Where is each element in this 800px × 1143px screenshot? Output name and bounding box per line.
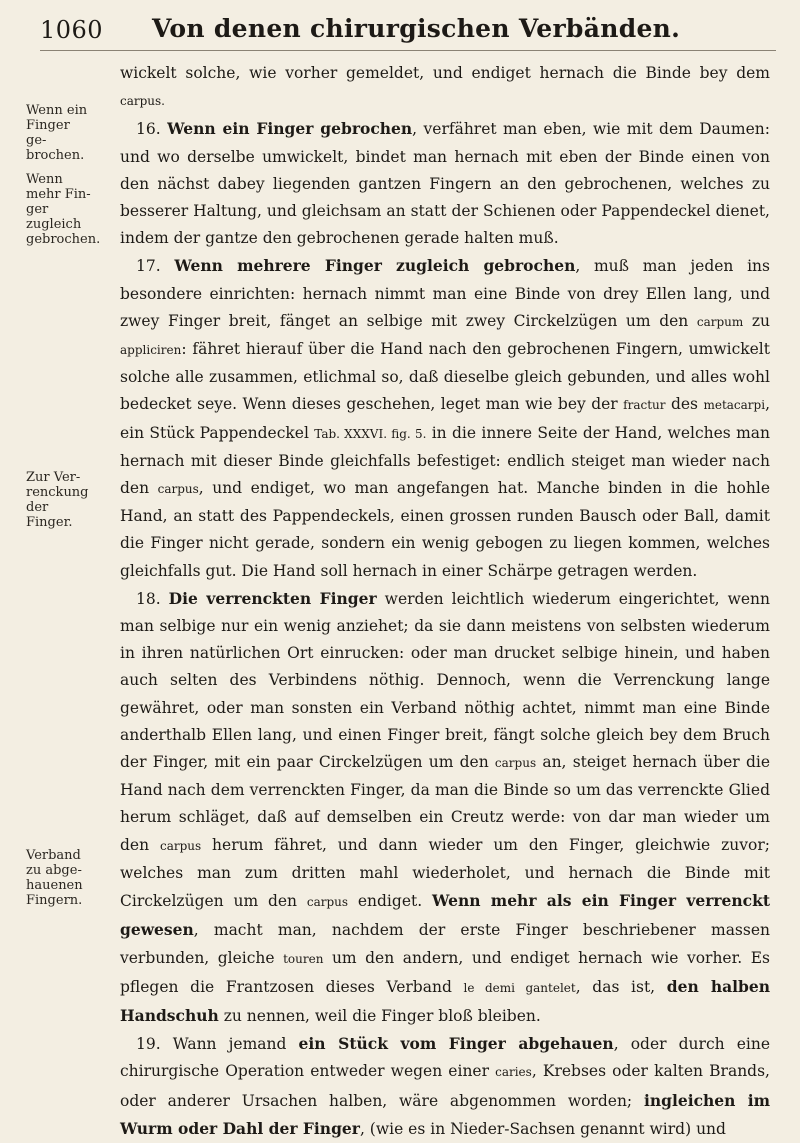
text-run: zu nennen, weil die Finger bloß bleiben. — [218, 1006, 541, 1025]
text-run: herum fähret, und dann wieder um den Finger, gleichwie zuvor; welches man zum dritten mahl wiederholet, und hernach die Binde mit Circkelzügen um den — [120, 835, 770, 911]
text-run: des — [665, 395, 704, 414]
margin-note-line: Wenn ein — [26, 103, 88, 118]
text-run: , oder durch eine chirurgische Operation entweder wegen einer — [120, 1035, 770, 1081]
emphasis-text: ingleichen im Wurm oder Dahl der Finger — [120, 1090, 770, 1138]
margin-note-broken-finger — [26, 103, 92, 163]
latin-term: fractur — [623, 398, 666, 413]
margin-note-line: Finger ge- — [26, 118, 70, 148]
header-rule — [40, 50, 776, 51]
margin-note-line: ger zugleich — [26, 202, 82, 232]
paragraph-17 — [120, 252, 770, 584]
emphasis-text: Wenn mehrere Finger zugleich gebrochen — [174, 256, 576, 276]
text-run: , ein Stück Pappendeckel — [120, 395, 770, 442]
latin-term: carpus — [306, 895, 349, 910]
emphasis-text: ein Stück vom Finger abgehauen — [298, 1034, 614, 1054]
latin-term: carpum — [696, 314, 744, 329]
margin-note-line: Fingern. — [26, 893, 83, 908]
margin-note-line: gebrochen. — [26, 232, 101, 247]
text-run: , und endiget, wo man angefangen hat. Manche binden in die hohle Hand, an statt des Pappendeckels, einen grossen runden Bausch oder Ball, damit die Finger nicht gerade, sondern ein wenig gebogen zu liegen kommen, welches gleichfalls gut. Die Hand soll hernach in einer Schärpe getragen werden. — [120, 479, 770, 580]
page-number: 1060 — [40, 16, 104, 44]
emphasis-text: Wenn ein Finger gebrochen — [167, 119, 413, 139]
paragraph-18 — [120, 585, 770, 1030]
latin-term: le demi gantelet — [463, 980, 576, 995]
paragraph-16 — [120, 115, 770, 252]
margin-note-dislocation — [26, 470, 92, 530]
paragraph-19 — [120, 1030, 770, 1143]
margin-note-line: Zur Ver- — [26, 470, 81, 485]
margin-note-several-fingers — [26, 172, 101, 247]
text-run: 19. Wann jemand — [136, 1035, 299, 1054]
text-run: , das ist, — [575, 977, 667, 996]
body-text — [120, 60, 770, 1143]
margin-note-severed-fingers — [26, 848, 92, 908]
margin-note-line: zu abge- — [26, 863, 82, 878]
margin-note-line: hauenen — [26, 878, 83, 893]
text-run: , Krebses oder kalten Brands, oder anderer Ursachen halben, wäre abgenommen worden; — [120, 1062, 770, 1110]
latin-term: metacarpi — [703, 398, 766, 413]
paragraph-continuation — [120, 60, 770, 115]
latin-term: carpus. — [120, 94, 165, 109]
latin-term: carpus — [157, 482, 199, 497]
emphasis-text: Wenn mehr als ein Finger verrenckt gewesen — [120, 891, 770, 940]
text-run: zu — [743, 311, 771, 330]
text-run: an, steiget hernach über die Hand nach dem verrenckten Finger, da man die Binde so um das verrenckte Glied herum schläget, daß auf demselben ein Creutz werde: von dar man wieder um den — [120, 753, 770, 854]
margin-note-line: brochen. — [26, 148, 85, 163]
latin-term: caries — [495, 1065, 532, 1080]
emphasis-text: Die verrenckten Finger — [168, 588, 377, 608]
latin-term: touren — [283, 951, 324, 966]
text-run: wickelt solche, wie vorher gemeldet, und endiget hernach die Binde bey dem — [120, 64, 770, 82]
page-header — [40, 12, 780, 46]
latin-term: carpus — [494, 756, 537, 771]
text-run: , verfähret man eben, wie mit dem Daumen: und wo derselbe umwickelt, bindet man hernach mit eben der Binde einen von den nächst dabey liegenden gantzen Fingern an den gebrochenen, welches zu besserer Haltung, und gleichsam an statt der Schienen oder Pappendeckel dienet, indem der gantze den gebrochenen gerade halten muß. — [120, 120, 770, 248]
margin-note-line: Verband — [26, 848, 81, 863]
latin-term: Tab. XXXVI. fig. 5. — [314, 426, 427, 441]
text-run: : fähret hierauf über die Hand nach den gebrochenen Fingern, umwickelt solche alle zusammen, etlichmal so, daß dieselbe gleich gebunden, und alles wohl bedecket seye. Wenn dieses geschehen, leget man wie bey der — [120, 340, 770, 414]
margin-note-line: der Finger. — [26, 500, 73, 530]
text-run: , (wie es in Nieder-Sachsen genannt wird) und — [359, 1119, 726, 1138]
text-run: 16. — [136, 120, 168, 139]
text-run: , muß man jeden ins besondere einrichten: hernach nimmt man eine Binde von drey Ellen lang, und zwey Finger breit, fänget an selbige mit zwey Circkelzügen um den — [120, 257, 770, 330]
text-run: in die innere Seite der Hand, welches man hernach mit dieser Binde gleichfalls befestiget: endlich steiget man wieder nach den — [120, 423, 770, 498]
text-run: , macht man, nachdem der erste Finger beschriebener massen verbunden, gleiche — [120, 921, 770, 967]
text-run: werden leichtlich wiederum eingerichtet, wenn man selbige nur ein wenig anziehet; da sie dann meistens von selbsten wiederum in ihren natürlichen Ort einrucken: oder man drucket selbige hinein, und haben auch selten des Verbindens nöthig. Dennoch, wenn die Verrenckung lange gewähret, oder man sonsten ein Verband nöthig achtet, nimmt man eine Binde anderthalb Ellen lang, und einen Finger breit, fängt solche gleich bey dem Bruch der Finger, mit ein paar Circkelzügen um den — [120, 589, 771, 772]
emphasis-text: den halben Handschuh — [120, 976, 770, 1025]
latin-term: appliciren — [120, 343, 182, 358]
margin-note-line: renckung — [26, 485, 89, 500]
text-run: endiget. — [348, 892, 432, 911]
text-run: 18. — [136, 589, 169, 608]
margin-note-line: Wenn — [26, 172, 63, 187]
margin-note-line: mehr Fin- — [26, 187, 91, 202]
running-head: Von denen chirurgischen Verbänden. — [152, 14, 681, 43]
text-run: um den andern, und endiget hernach wie vorher. Es pflegen die Frantzosen dieses Verband — [120, 948, 771, 996]
latin-term: carpus — [159, 838, 202, 853]
text-run: 17. — [136, 257, 175, 276]
